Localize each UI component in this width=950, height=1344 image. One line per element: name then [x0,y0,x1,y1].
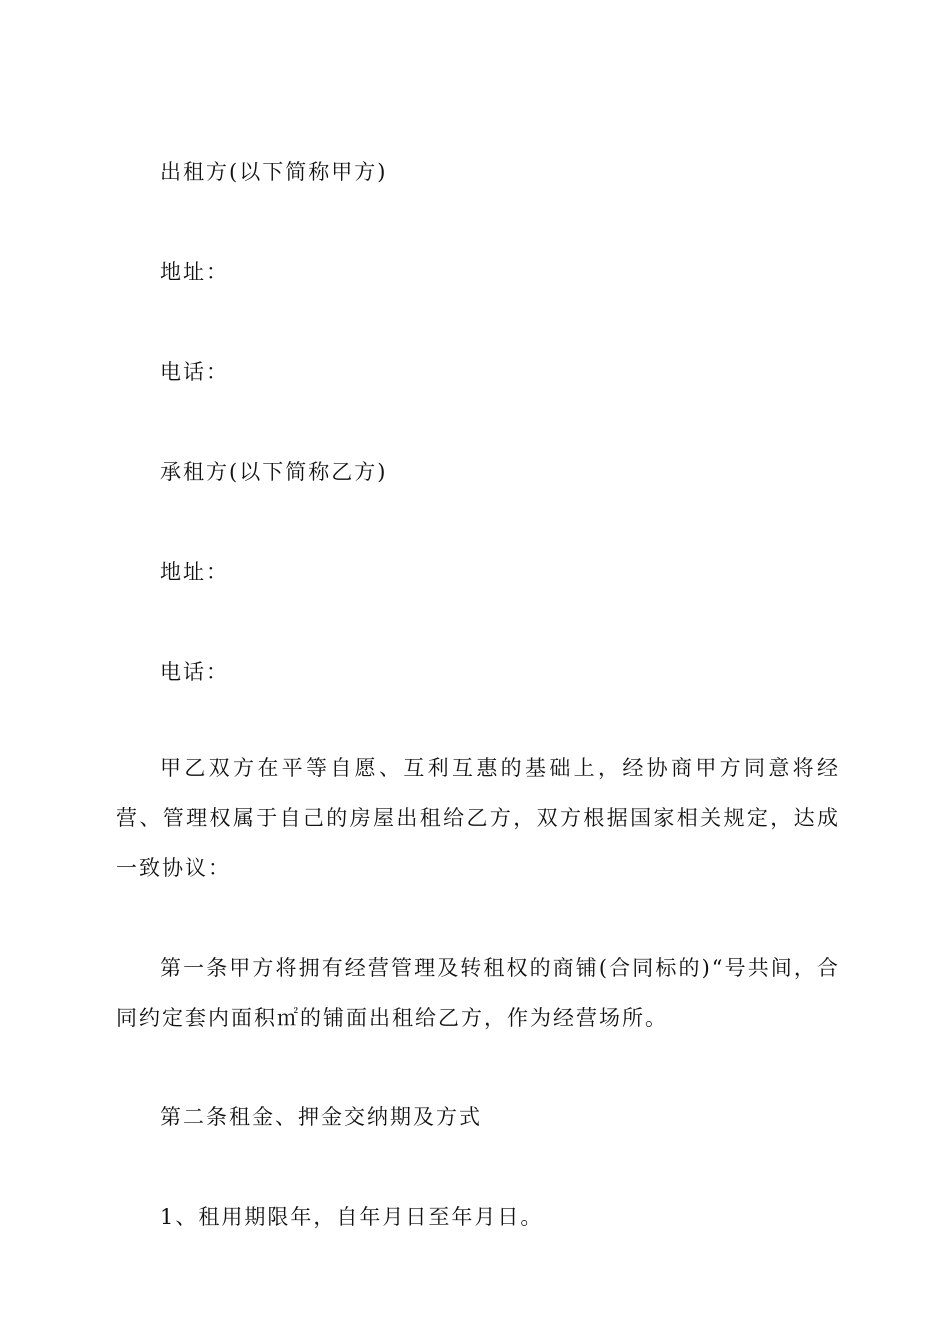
clause-2-1: 1、租用期限年，自年月日至年月日。 [160,1205,544,1229]
preamble-paragraph: 甲乙双方在平等自愿、互利互惠的基础上，经协商甲方同意将经营、管理权属于自己的房屋出租给乙方，双方根据国家相关规定，达成一致协议： [116,756,840,880]
article-2-heading: 第二条租金、押金交纳期及方式 [160,1105,482,1129]
lessor-phone-label: 电话： [160,360,229,384]
lessee-phone-label: 电话： [160,660,229,684]
lessor-address-label: 地址： [160,260,229,284]
lessee-address-label: 地址： [160,560,229,584]
lessor-heading: 出租方(以下简称甲方) [160,160,388,184]
lessee-heading: 承租方(以下简称乙方) [160,460,388,484]
article-1-paragraph: 第一条甲方将拥有经营管理及转租权的商铺(合同标的)“号共间，合同约定套内面积㎡的铺面出租给乙方，作为经营场所。 [116,956,840,1030]
